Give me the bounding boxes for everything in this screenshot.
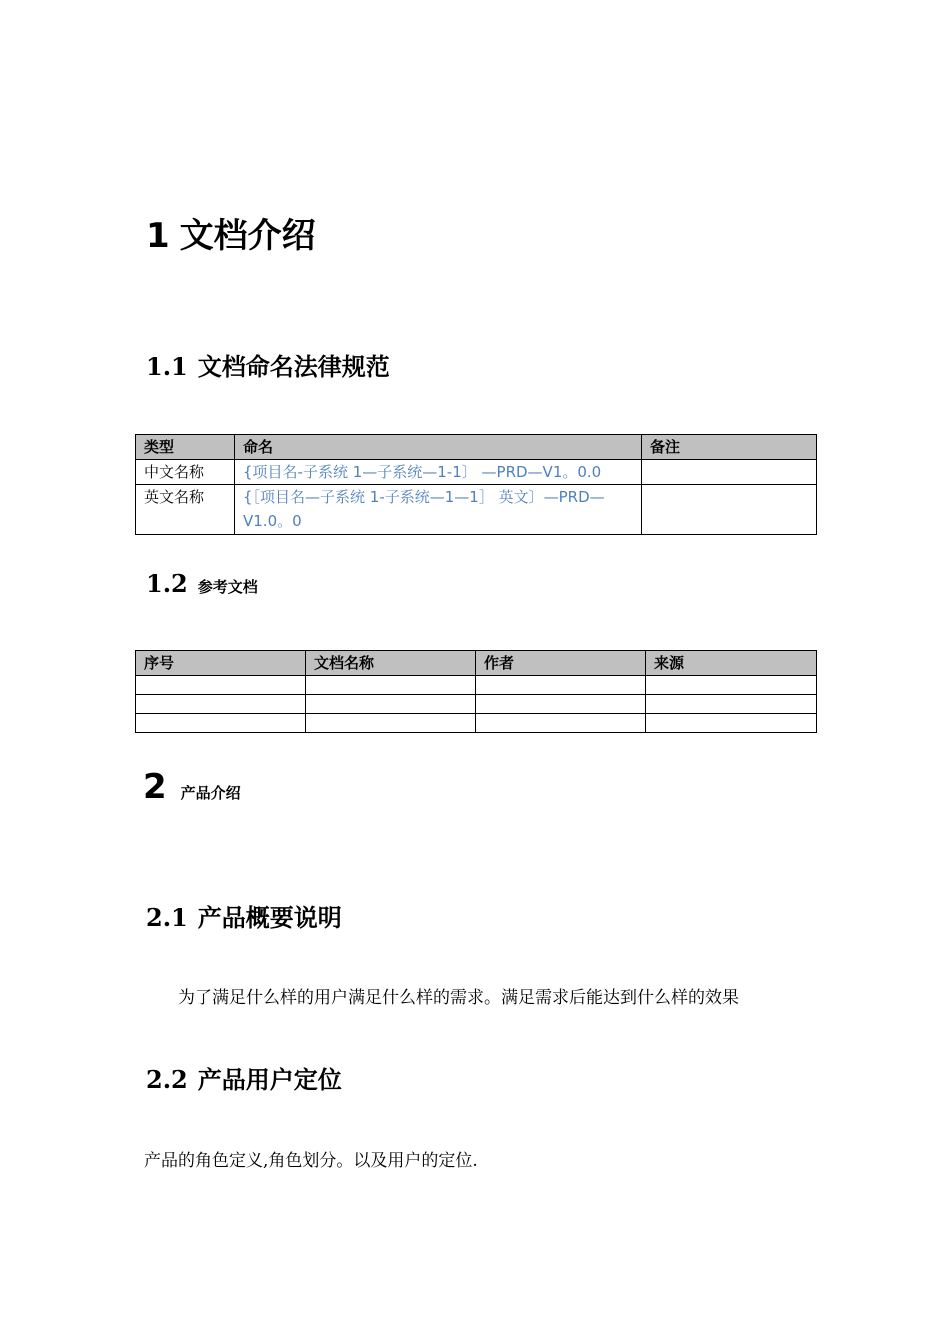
section-2-1-heading xyxy=(146,903,342,932)
header-cell: 类型 xyxy=(136,435,235,460)
header-cell: 序号 xyxy=(136,651,306,676)
table-row xyxy=(136,460,817,485)
header-cell: 文档名称 xyxy=(306,651,476,676)
table-row xyxy=(136,485,817,535)
table-cell xyxy=(646,714,817,733)
section-2-1-body: 为了满足什么样的用户满足什么样的需求。满足需求后能达到什么样的效果 xyxy=(178,988,739,1008)
naming-table xyxy=(135,434,817,535)
section-1-heading xyxy=(146,216,316,256)
table-row xyxy=(136,695,817,714)
table-cell xyxy=(476,676,646,695)
table-cell xyxy=(136,676,306,695)
type-cell: 中文名称 xyxy=(136,460,235,485)
table-cell xyxy=(306,714,476,733)
section-1-1-heading xyxy=(146,352,390,381)
table-cell xyxy=(306,695,476,714)
section-title: 产品用户定位 xyxy=(197,1065,342,1094)
table-header-row xyxy=(136,435,817,460)
type-cell: 英文名称 xyxy=(136,485,235,535)
table-row xyxy=(136,676,817,695)
header-cell: 作者 xyxy=(476,651,646,676)
section-2-2-heading xyxy=(146,1065,342,1094)
section-number: 1.2 xyxy=(146,569,188,598)
section-number: 2.2 xyxy=(146,1065,188,1094)
section-title: 产品介绍 xyxy=(180,784,241,802)
section-title: 产品概要说明 xyxy=(197,903,342,932)
table-cell xyxy=(646,676,817,695)
section-number: 2.1 xyxy=(146,903,188,932)
table-cell xyxy=(136,714,306,733)
naming-cell: {项目名-子系统 1—子系统—1-1〕 —PRD—V1。0.0 xyxy=(235,460,642,485)
table-cell xyxy=(476,695,646,714)
naming-cell: {［项目名—子系统 1-子系统—1—1］ 英文〕—PRD—V1.0。0 xyxy=(235,485,642,535)
section-number: 1.1 xyxy=(146,352,188,381)
section-2-heading xyxy=(143,767,241,807)
remark-cell xyxy=(642,460,817,485)
section-number: 1 xyxy=(146,216,170,256)
header-cell: 备注 xyxy=(642,435,817,460)
section-title: 文档介绍 xyxy=(179,216,316,256)
table-cell xyxy=(476,714,646,733)
header-cell: 来源 xyxy=(646,651,817,676)
table-header-row xyxy=(136,651,817,676)
section-title: 文档命名法律规范 xyxy=(197,352,390,381)
header-cell: 命名 xyxy=(235,435,642,460)
section-title: 参考文档 xyxy=(197,578,258,596)
table-row xyxy=(136,714,817,733)
reference-table xyxy=(135,650,817,733)
table-cell xyxy=(306,676,476,695)
section-1-2-heading xyxy=(146,569,258,598)
section-2-2-body: 产品的角色定义,角色划分。以及用户的定位. xyxy=(144,1151,478,1171)
remark-cell xyxy=(642,485,817,535)
section-number: 2 xyxy=(143,767,167,807)
table-cell xyxy=(646,695,817,714)
table-cell xyxy=(136,695,306,714)
